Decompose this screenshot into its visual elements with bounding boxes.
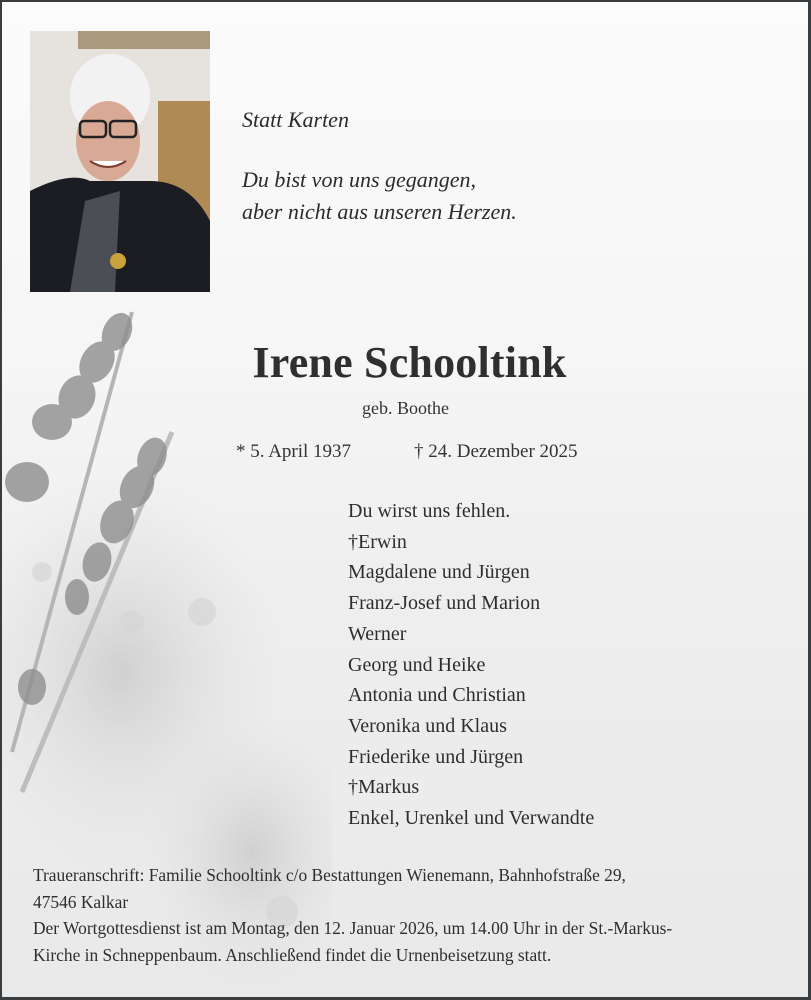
birth-name: geb. Boothe xyxy=(362,398,449,418)
mourners-list xyxy=(348,496,594,834)
footer-line: Kirche in Schneppenbaum. Anschließend findet die Urnenbeisetzung statt. xyxy=(33,944,552,965)
quote-line: Du bist von uns gegangen, xyxy=(242,167,477,192)
birth-date: * 5. April 1937 xyxy=(236,441,352,462)
footer-line: Der Wortgottesdienst ist am Montag, den 12. Januar 2026, um 14.00 Uhr in der St.-Markus- xyxy=(33,918,673,938)
mourner-line: Magdalene und Jürgen xyxy=(348,561,530,584)
footer-line: 47546 Kalkar xyxy=(33,891,129,912)
mourner-line: Veronika und Klaus xyxy=(348,714,507,737)
mourner-line: Georg und Heike xyxy=(348,653,486,676)
mourner-line: †Erwin xyxy=(348,530,407,553)
footer-info xyxy=(33,862,672,968)
mourner-line: Enkel, Urenkel und Verwandte xyxy=(348,807,595,830)
portrait-photo xyxy=(30,31,210,292)
deceased-name: Irene Schooltink xyxy=(252,338,567,387)
quote-line: aber nicht aus unseren Herzen. xyxy=(242,199,517,224)
footer-line: Traueranschrift: Familie Schooltink c/o Bestattungen Wienemann, Bahnhofstraße 29, xyxy=(33,865,626,885)
mourner-line: Friederike und Jürgen xyxy=(348,745,524,768)
obituary-notice xyxy=(2,2,808,997)
death-date: † 24. Dezember 2025 xyxy=(414,441,578,462)
intro-heading: Statt Karten xyxy=(242,107,349,132)
life-dates xyxy=(236,441,578,463)
mourner-line: Antonia und Christian xyxy=(348,684,526,707)
mourner-line: Werner xyxy=(348,622,407,645)
mourner-line: Du wirst uns fehlen. xyxy=(348,500,511,522)
mourner-line: †Markus xyxy=(348,776,420,799)
intro-text xyxy=(242,104,517,228)
mourner-line: Franz-Josef und Marion xyxy=(348,592,541,615)
